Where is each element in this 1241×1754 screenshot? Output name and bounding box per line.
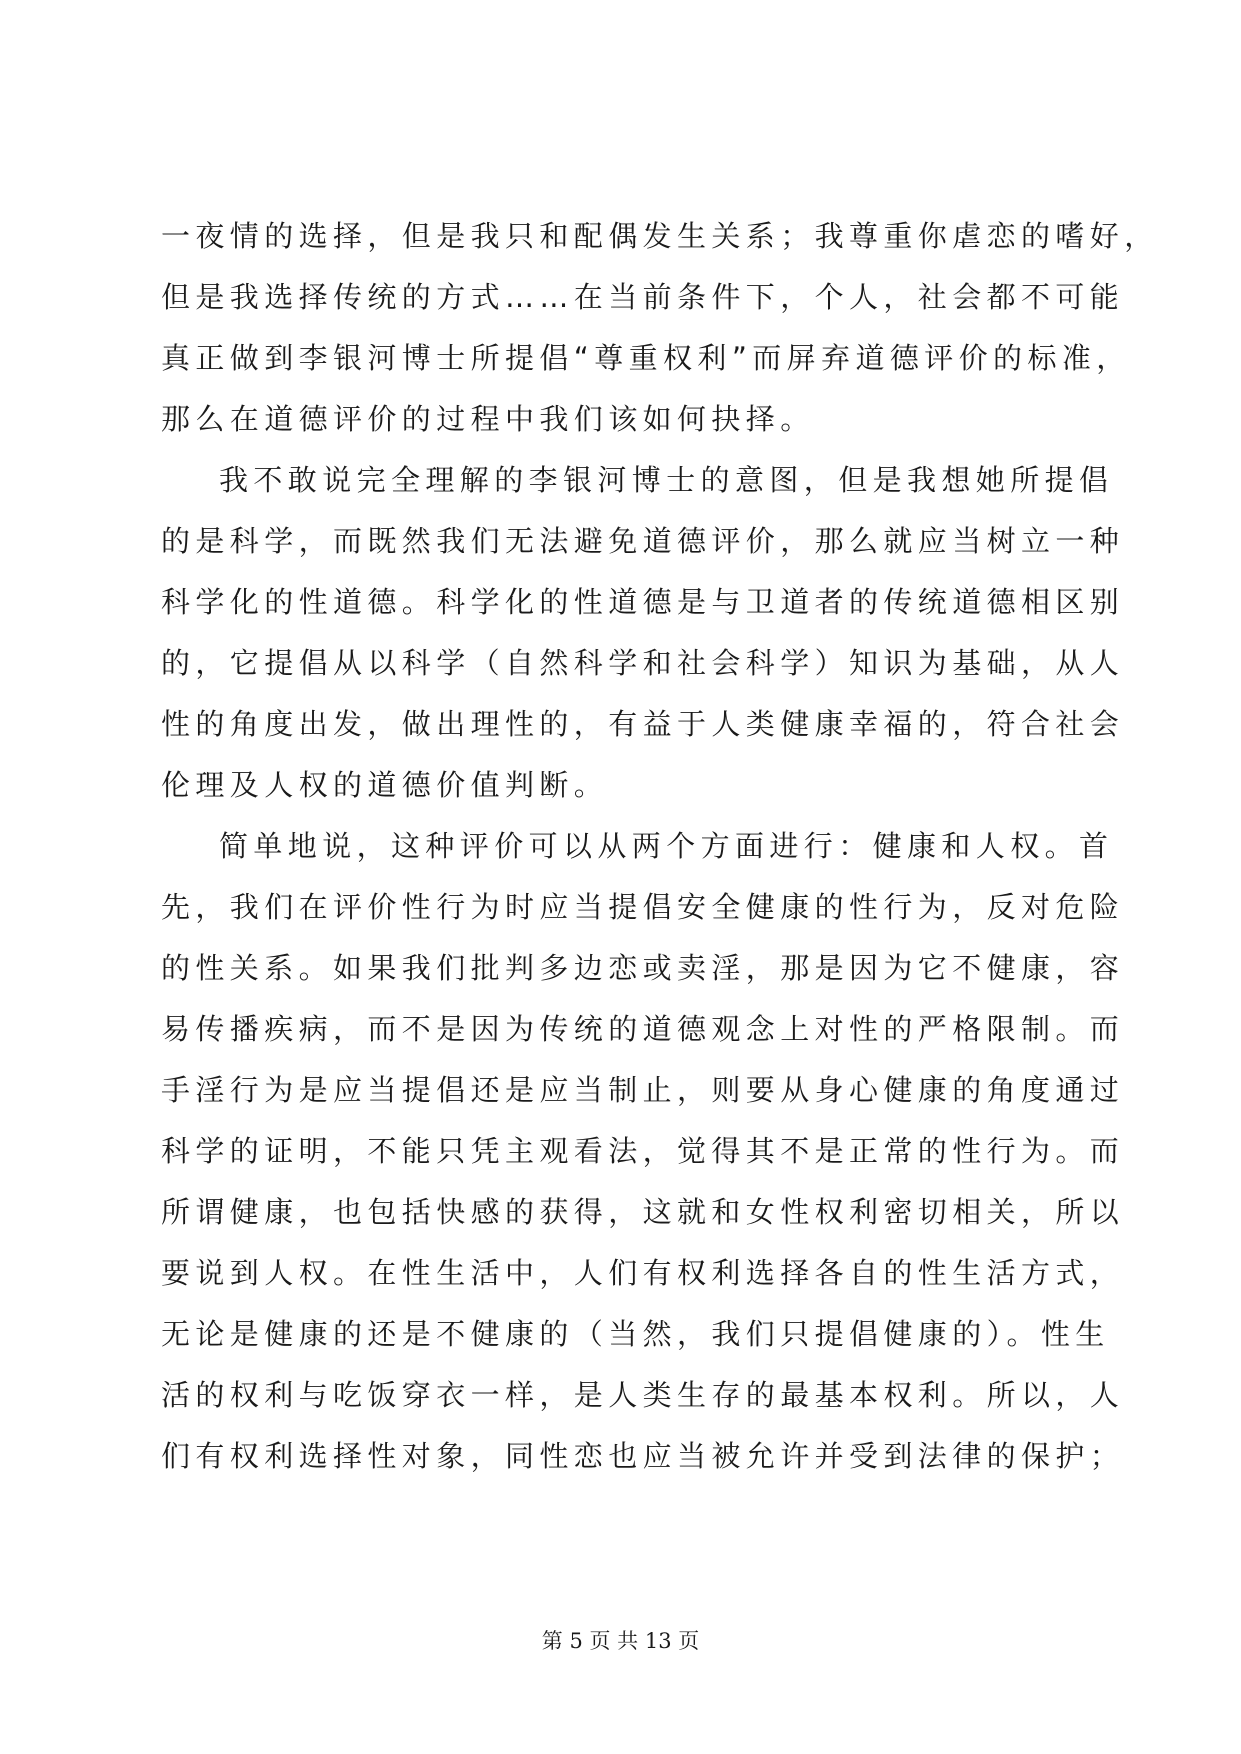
text-line: 伦理及人权的道德价值判断。 [161,768,609,802]
paragraph-first-line: 我不敢说完全理解的李银河博士的意图，但是我想她所提倡 [219,463,1114,497]
paragraph-first-line: 简单地说，这种评价可以从两个方面进行：健康和人权。首 [219,829,1114,863]
body-text [161,206,1159,1487]
page-number-footer: 第 5 页 共 13 页 [541,1629,700,1653]
text-line: 要说到人权。在性生活中，人们有权利选择各自的性生活方式， [161,1256,1125,1290]
text-line: 所谓健康，也包括快感的获得，这就和女性权利密切相关，所以 [161,1195,1125,1229]
text-line: 那么在道德评价的过程中我们该如何抉择。 [161,402,815,436]
text-line: 手淫行为是应当提倡还是应当制止，则要从身心健康的角度通过 [161,1073,1125,1107]
text-line: 性的角度出发，做出理性的，有益于人类健康幸福的，符合社会 [161,707,1125,741]
text-line: 但是我选择传统的方式……在当前条件下，个人，社会都不可能 [161,280,1125,314]
text-line: 的，它提倡从以科学（自然科学和社会科学）知识为基础，从人 [161,646,1125,680]
text-line: 先，我们在评价性行为时应当提倡安全健康的性行为，反对危险 [161,890,1125,924]
text-line: 的是科学，而既然我们无法避免道德评价，那么就应当树立一种 [161,524,1125,558]
text-line: 科学化的性道德。科学化的性道德是与卫道者的传统道德相区别 [161,585,1125,619]
text-line: 们有权利选择性对象，同性恋也应当被允许并受到法律的保护； [161,1439,1125,1473]
text-line: 的性关系。如果我们批判多边恋或卖淫，那是因为它不健康，容 [161,951,1125,985]
text-line: 科学的证明，不能只凭主观看法，觉得其不是正常的性行为。而 [161,1134,1125,1168]
text-line: 一夜情的选择，但是我只和配偶发生关系；我尊重你虐恋的嗜好， [161,219,1159,253]
text-line: 易传播疾病，而不是因为传统的道德观念上对性的严格限制。而 [161,1012,1125,1046]
text-line: 无论是健康的还是不健康的（当然，我们只提倡健康的）。性生 [161,1317,1110,1351]
text-line: 活的权利与吃饭穿衣一样，是人类生存的最基本权利。所以，人 [161,1378,1125,1412]
text-line: 真正做到李银河博士所提倡“尊重权利”而屏弃道德评价的标准， [161,341,1131,375]
